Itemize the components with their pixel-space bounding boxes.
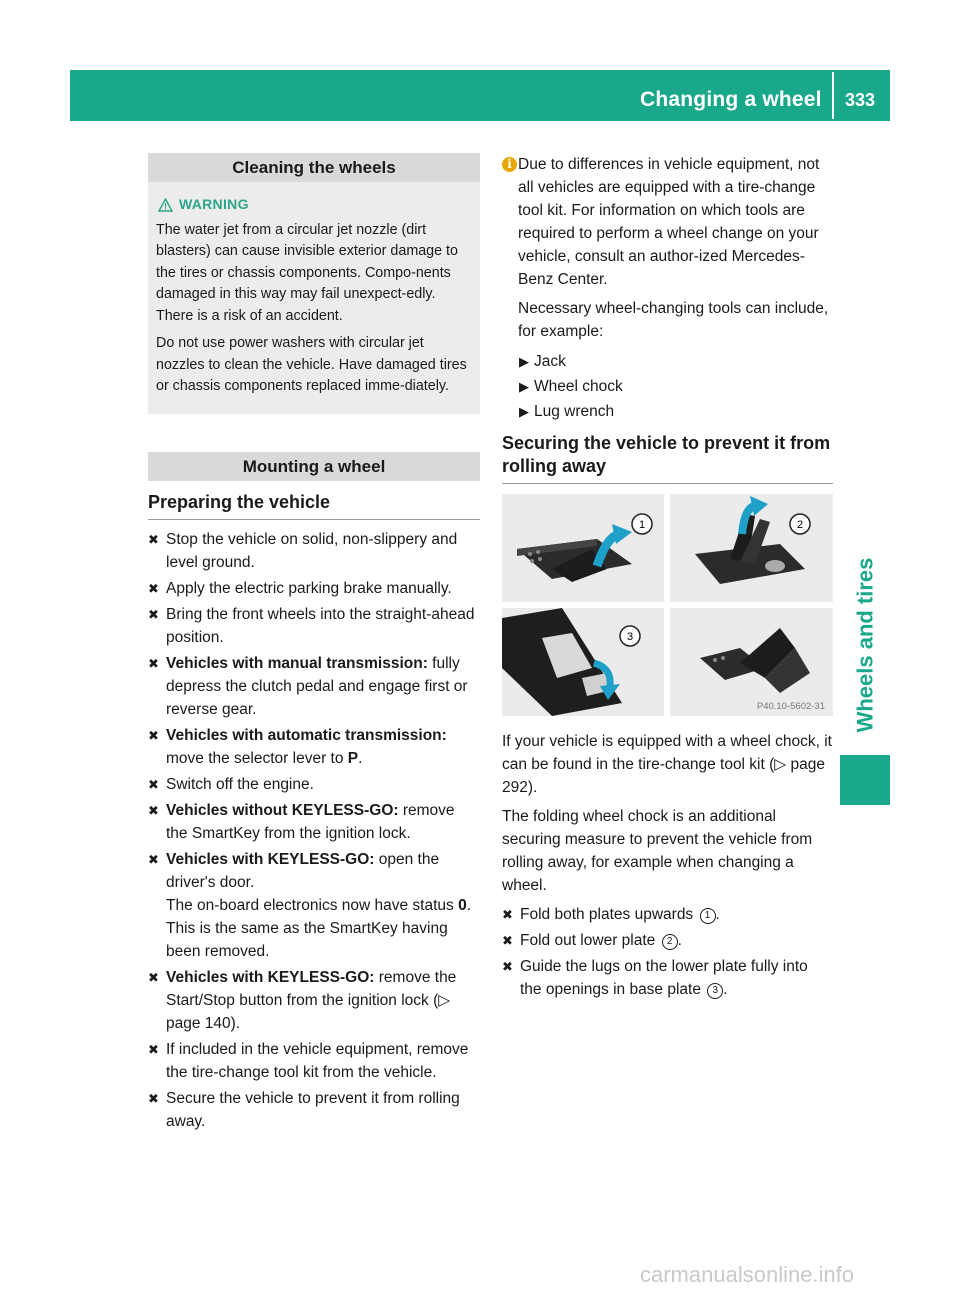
wheel-chock-figure bbox=[502, 494, 833, 716]
callout-ref: 2 bbox=[662, 934, 678, 950]
figure-panel bbox=[670, 608, 833, 716]
page-title: Changing a wheel bbox=[640, 88, 822, 111]
watermark: carmanualsonline.info bbox=[640, 1262, 855, 1287]
chock-step-1-illustration bbox=[502, 494, 664, 602]
callout-3: 3 bbox=[626, 631, 634, 643]
step-marker-icon: ✖ bbox=[148, 606, 159, 622]
page-ref-arrow-icon: ▷ bbox=[774, 756, 787, 773]
tools-intro: Necessary wheel-changing tools can include, for example: bbox=[518, 300, 829, 340]
list-item: ✖ Fold both plates upwards 1 . bbox=[502, 903, 833, 926]
step-marker-icon: ✖ bbox=[148, 1090, 159, 1106]
list-item: ✖ Vehicles without KEYLESS-GO: remove the SmartKey from the ignition lock. bbox=[148, 799, 480, 845]
page-ref-link[interactable]: page 140 bbox=[166, 1014, 231, 1032]
list-item: ✖ If included in the vehicle equipment, remove the tire-change tool kit from the vehicle. bbox=[148, 1038, 480, 1084]
list-item: ✖ Vehicles with manual transmission: fully depress the clutch pedal and engage first or reverse gear. bbox=[148, 652, 480, 721]
chock-steps bbox=[502, 903, 833, 1001]
step-marker-icon: ✖ bbox=[148, 851, 159, 867]
figure-panel bbox=[670, 494, 833, 602]
list-item: ✖ Vehicles with automatic transmission: move the selector lever to P. bbox=[148, 724, 480, 770]
step-marker-icon: ✖ bbox=[148, 655, 159, 671]
side-section-tab[interactable] bbox=[842, 557, 888, 733]
page-ref-arrow-icon: ▷ bbox=[438, 991, 451, 1009]
figure-panel bbox=[502, 494, 664, 602]
list-item: ✖ Stop the vehicle on solid, non-slippery and level ground. bbox=[148, 528, 480, 574]
cleaning-heading: Cleaning the wheels bbox=[148, 153, 480, 182]
list-item: ▶ Lug wrench bbox=[518, 399, 833, 424]
chock-location-paragraph: If your vehicle is equipped with a wheel chock, it can be found in the tire-change tool kit (▷ page 292). bbox=[502, 733, 832, 796]
warning-label: WARNING bbox=[179, 196, 249, 212]
warning-box bbox=[148, 182, 480, 414]
page-number: 333 bbox=[845, 90, 876, 110]
warning-paragraph: Do not use power washers with circular jet nozzles to clean the vehicle. Have damaged tires or chassis components replaced imme-diately. bbox=[156, 335, 467, 394]
list-item: ✖ Vehicles with KEYLESS-GO: remove the Start/Stop button from the ignition lock (▷ page 140). bbox=[148, 966, 480, 1035]
chock-folded-illustration bbox=[670, 608, 833, 716]
step-marker-icon: ✖ bbox=[502, 933, 513, 948]
step-marker-icon: ✖ bbox=[148, 1041, 159, 1057]
step-marker-icon: ✖ bbox=[148, 531, 159, 547]
bullet-icon: ▶ bbox=[519, 404, 529, 419]
list-item: ✖ Fold out lower plate 2 . bbox=[502, 929, 833, 952]
folding-chock-paragraph: The folding wheel chock is an additional securing measure to prevent the vehicle from rolling away, for example when changing a wheel. bbox=[502, 808, 813, 894]
left-column bbox=[148, 153, 480, 1136]
step-marker-icon: ✖ bbox=[502, 959, 513, 974]
header-divider bbox=[832, 72, 834, 119]
warning-triangle-icon bbox=[158, 198, 173, 212]
step-marker-icon: ✖ bbox=[148, 776, 159, 792]
warning-title bbox=[156, 194, 472, 216]
step-marker-icon: ✖ bbox=[148, 802, 159, 818]
step-marker-icon: ✖ bbox=[148, 969, 159, 985]
figure-code: P40.10-5602-31 bbox=[756, 701, 825, 712]
step-marker-icon: ✖ bbox=[502, 907, 513, 922]
tools-list bbox=[502, 349, 833, 424]
step-marker-icon: ✖ bbox=[148, 727, 159, 743]
bullet-icon: ▶ bbox=[519, 379, 529, 394]
list-item: ✖ Apply the electric parking brake manually. bbox=[148, 577, 480, 600]
mounting-heading: Mounting a wheel bbox=[148, 452, 480, 481]
list-item: ▶ Jack bbox=[518, 349, 833, 374]
warning-paragraph: The water jet from a circular jet nozzle (dirt blasters) can cause invisible exterior damage to the tires or chassis components. Compo-nents damaged in this way may fail unexpect-edly. There is a risk of an accident. bbox=[156, 221, 458, 324]
chock-step-2-illustration bbox=[670, 494, 833, 602]
list-item: ✖ Guide the lugs on the lower plate fully into the openings in base plate 3 . bbox=[502, 955, 833, 1001]
side-section-label: Wheels and tires bbox=[852, 557, 877, 733]
chock-step-3-illustration bbox=[502, 608, 664, 716]
callout-ref: 3 bbox=[707, 983, 723, 999]
preparing-steps bbox=[148, 528, 480, 1133]
preparing-heading: Preparing the vehicle bbox=[148, 491, 480, 520]
page-ref-link[interactable]: page 292 bbox=[502, 756, 825, 796]
callout-ref: 1 bbox=[700, 908, 716, 924]
list-item: ✖ Secure the vehicle to prevent it from rolling away. bbox=[148, 1087, 480, 1133]
list-item: ✖ Bring the front wheels into the straight-ahead position. bbox=[148, 603, 480, 649]
callout-1: 1 bbox=[638, 519, 646, 531]
bullet-icon: ▶ bbox=[519, 354, 529, 369]
securing-heading: Securing the vehicle to prevent it from rolling away bbox=[502, 432, 833, 484]
list-item: ✖ Vehicles with KEYLESS-GO: open the driver's door. The on-board electronics now have status 0. This is the same as the SmartKey having been removed. bbox=[148, 848, 480, 963]
callout-2: 2 bbox=[796, 519, 804, 531]
list-item: ✖ Switch off the engine. bbox=[148, 773, 480, 796]
right-column bbox=[502, 153, 833, 1004]
side-marker bbox=[840, 755, 890, 805]
info-note: i Due to differences in vehicle equipment, not all vehicles are equipped with a tire-change tool kit. For information on which tools are required to perform a wheel change on your vehicle, consult an author-ized Mercedes-Benz Center. bbox=[502, 153, 833, 291]
list-item: ▶ Wheel chock bbox=[518, 374, 833, 399]
step-marker-icon: ✖ bbox=[148, 580, 159, 596]
figure-panel bbox=[502, 608, 664, 716]
info-icon: i bbox=[502, 157, 517, 172]
